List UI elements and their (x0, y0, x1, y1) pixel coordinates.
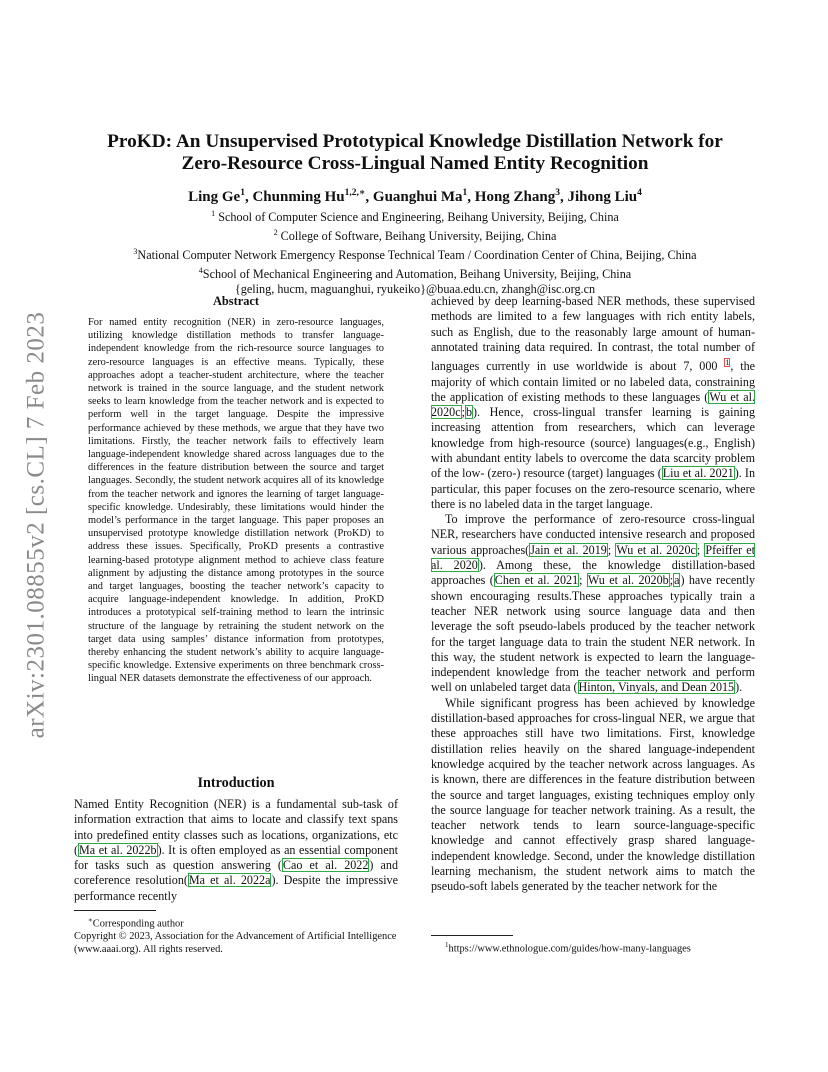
paper-title-line-2: Zero-Resource Cross-Lingual Named Entity Recognition (181, 153, 649, 174)
author-list: Ling Ge$^1$, Chunming $Hu^{1,2,∗}$, Guanghui Ma$^1$, Hong Zhang$^3$, Jihong Liu$^4$ (188, 188, 642, 205)
text-run: ). Among these, the knowledge distillation-based approaches ( (431, 558, 755, 588)
author-name: Guanghui Ma (372, 189, 463, 205)
body-paragraph: While significant progress has been achieved by knowledge distillation-based approaches for cross-lingual NER, we argue that these approaches still have two limitations. First, knowledge distillation relies heavily on the shared language-independent knowledge acquired by the teacher network across languages. As is known, there are differences in the feature distribution between the source and target languages, existing techniques employ only the source language for teacher network training. As a result, the teacher network tends to learn source-language-specific knowledge and cannot effectively grasp shared language-independent knowledge. Second, under the knowledge distillation learning mechanism, the student network aims to match the pseudo-soft labels generated by the teacher network for the (431, 695, 755, 894)
text-run: ; (607, 542, 616, 557)
citation-link[interactable]: a (674, 573, 680, 588)
author-emails: {geling, hucm, maguanghui, ryukeiko}@buaa.edu.cn, zhangh@isc.org.cn (234, 282, 596, 297)
author-name: Ling Ge (188, 189, 241, 205)
affiliation-text: School of Computer Science and Engineering, Beihang University, Beijing, China (215, 210, 619, 225)
citation-link[interactable]: Liu et al. 2021 (662, 466, 734, 481)
author-affiliation-mark: 1,2,∗ (344, 188, 366, 198)
author-affiliation-mark: 3 (555, 188, 560, 198)
text-run: ). It is often employed as an essential component for tasks such as question answering ( (74, 842, 398, 873)
author-affiliation-mark: 1 (462, 188, 468, 198)
affiliation-line (70, 225, 760, 244)
right-column (431, 294, 755, 895)
text-run: ; (669, 573, 674, 588)
affiliation-list (70, 206, 760, 297)
affiliation-line (70, 244, 760, 263)
footnote-mark: ∗ (88, 916, 93, 924)
paper-title-line-1: ProKD: An Unsupervised Prototypical Knowledge Distillation Network for (107, 131, 723, 152)
citation-link[interactable]: Wu et al. 2020c (431, 389, 755, 420)
text-run: To improve the performance of zero-resource cross-lingual NER, researchers have conducted intensive research and proposed various approaches( (431, 512, 755, 557)
arxiv-identifier-text: arXiv:2301.08855v2 [cs.CL] 7 Feb 2023 (22, 311, 50, 739)
citation-link[interactable]: Wu et al. 2020c (616, 542, 696, 557)
affiliation-text: College of Software, Beihang University, Beijing, China (277, 229, 557, 244)
text-run: ; (696, 542, 705, 557)
affiliation-text: National Computer Network Emergency Response Technical Team / Coordination Center of China, Beijing, China (137, 248, 697, 263)
citation-link[interactable]: Ma et al. 2022a (188, 873, 271, 888)
author-name: Jihong Liu (567, 189, 638, 205)
text-run: ). Despite the impressive performance recently (74, 873, 398, 903)
introduction-heading: Introduction (197, 775, 275, 791)
citation-link[interactable]: Wu et al. 2020b (587, 573, 669, 588)
body-paragraph (431, 512, 755, 696)
arxiv-identifier-stamp (18, 295, 54, 755)
text-run: ). Hence, cross-lingual transfer learning is gaining increasing attention from researchers, which can leverage knowledge from high-resource (source) languages(e.g., English) with abundant entity labels to overcome the data scarcity problem of the low- (zero-) resource (target) languages ( (431, 405, 755, 481)
affiliation-mark: 4 (198, 266, 203, 276)
author-affiliation-mark: 4 (637, 188, 642, 198)
footnote-divider (74, 910, 156, 911)
author-name: Hong Zhang (474, 189, 556, 205)
paper-title (70, 131, 760, 175)
text-run: ) and coreference resolution( (74, 858, 399, 888)
text-run: ) have recently shown encouraging results.These approaches typically train a teacher NER network using source language data and then leverage the soft pseudo-labels produced by the teacher network for the target language data to train the student NER network. In this way, the student network is expected to learn the language-independent knowledge from the teacher network and perform well on unlabeled target data ( (431, 573, 756, 695)
introduction-paragraph (74, 797, 398, 904)
left-column (74, 294, 398, 686)
citation-link[interactable]: Ma et al. 2022b (79, 842, 157, 857)
corresponding-author-note (74, 914, 398, 930)
citation-link[interactable]: Pfeiffer et al. 2020 (431, 542, 755, 573)
text-run: ). In particular, this paper focuses on the zero-resource scenario, where there is no labeled data in the target language. (431, 466, 756, 511)
text-run: ). (735, 680, 743, 695)
footnote-text: Corresponding author (92, 918, 184, 930)
text-run: ; (579, 573, 587, 588)
citation-link[interactable]: Jain et al. 2019 (530, 542, 607, 557)
footnote-mark: 1 (445, 941, 449, 949)
text-run: , the majority of which contain limited or no labeled data, constraining the application of existing methods to these languages ( (431, 359, 756, 404)
text-run: achieved by deep learning-based NER methods, these supervised methods are limited to a few languages with rich entity labels, such as English, due to the reasonably large amount of human-annotated training data required. In contrast, the total number of languages currently in use worldwide is about 7, 000 (431, 294, 755, 374)
citation-link[interactable]: Cao et al. 2022 (282, 858, 369, 873)
citation-link[interactable]: Hinton, Vinyals, and Dean 2015 (578, 680, 735, 695)
affiliation-line (70, 206, 760, 225)
author-affiliation-mark: 1 (240, 188, 245, 198)
text-run: ; (461, 405, 465, 420)
citation-link[interactable]: b (465, 405, 472, 420)
right-footnote (431, 939, 755, 955)
footnote-url[interactable]: https://www.ethnologue.com/guides/how-many-languages (448, 943, 691, 955)
author-name: Chunming Hu (252, 189, 345, 205)
body-paragraph (431, 294, 755, 512)
abstract-body: For named entity recognition (NER) in zero-resource languages, utilizing knowledge distillation methods to transfer language-independent knowledge from the rich-resource source languages to zero-resource languages is an effective means. Typically, these approaches adopt a teacher-student architecture, where the teacher network is trained in the source language, and the student network seeks to learn knowledge from the teacher network and is expected to perform well in the target language. Despite the impressive performance achieved by these methods, we argue that they have two limitations. Firstly, the teacher network fails to effectively learn language-independent knowledge shared across languages due to the differences in the feature distribution between the source and target languages. Secondly, the student network acquires all of its knowledge from the teacher network and ignores the learning of target language-specific knowledge. Undesirably, these limitations would hinder the model’s performance in the target language. This paper proposes an unsupervised prototype knowledge distillation network (ProKD) to address these issues. Specifically, ProKD presents a contrastive learning-based prototype alignment method to achieve class feature alignment by adjusting the distance among prototypes in the source and target languages, boosting the teacher network’s capacity to acquire language-independent knowledge. In addition, ProKD introduces a prototypical self-training method to learn the intrinsic structure of the language by retraining the student network on the target data using samples’ distance information from prototypes, thereby enhancing the student network’s ability to acquire language-specific knowledge. Extensive experiments on three benchmark cross-lingual NER datasets demonstrate the effectiveness of our approach. (88, 317, 384, 685)
abstract-heading: Abstract (212, 294, 260, 308)
citation-link[interactable]: Chen et al. 2021 (494, 573, 579, 588)
footnote-divider (431, 935, 513, 936)
footnote-link[interactable]: 1 (725, 358, 730, 368)
affiliation-mark: 1 (211, 209, 216, 218)
affiliation-mark: 2 (273, 228, 278, 238)
affiliation-text: School of Mechanical Engineering and Automation, Beihang University, Beijing, China (202, 267, 632, 282)
left-footnotes (74, 914, 398, 956)
copyright-notice: Copyright © 2023, Association for the Advancement of Artificial Intelligence (www.aaai.org). All rights reserved. (74, 931, 397, 956)
affiliation-line (70, 263, 760, 282)
text-run: Named Entity Recognition (NER) is a fundamental sub-task of information extraction that aims to locate and classify text spans into predefined entity classes such as locations, organizations, etc ( (74, 797, 398, 857)
affiliation-mark: 3 (133, 247, 138, 257)
